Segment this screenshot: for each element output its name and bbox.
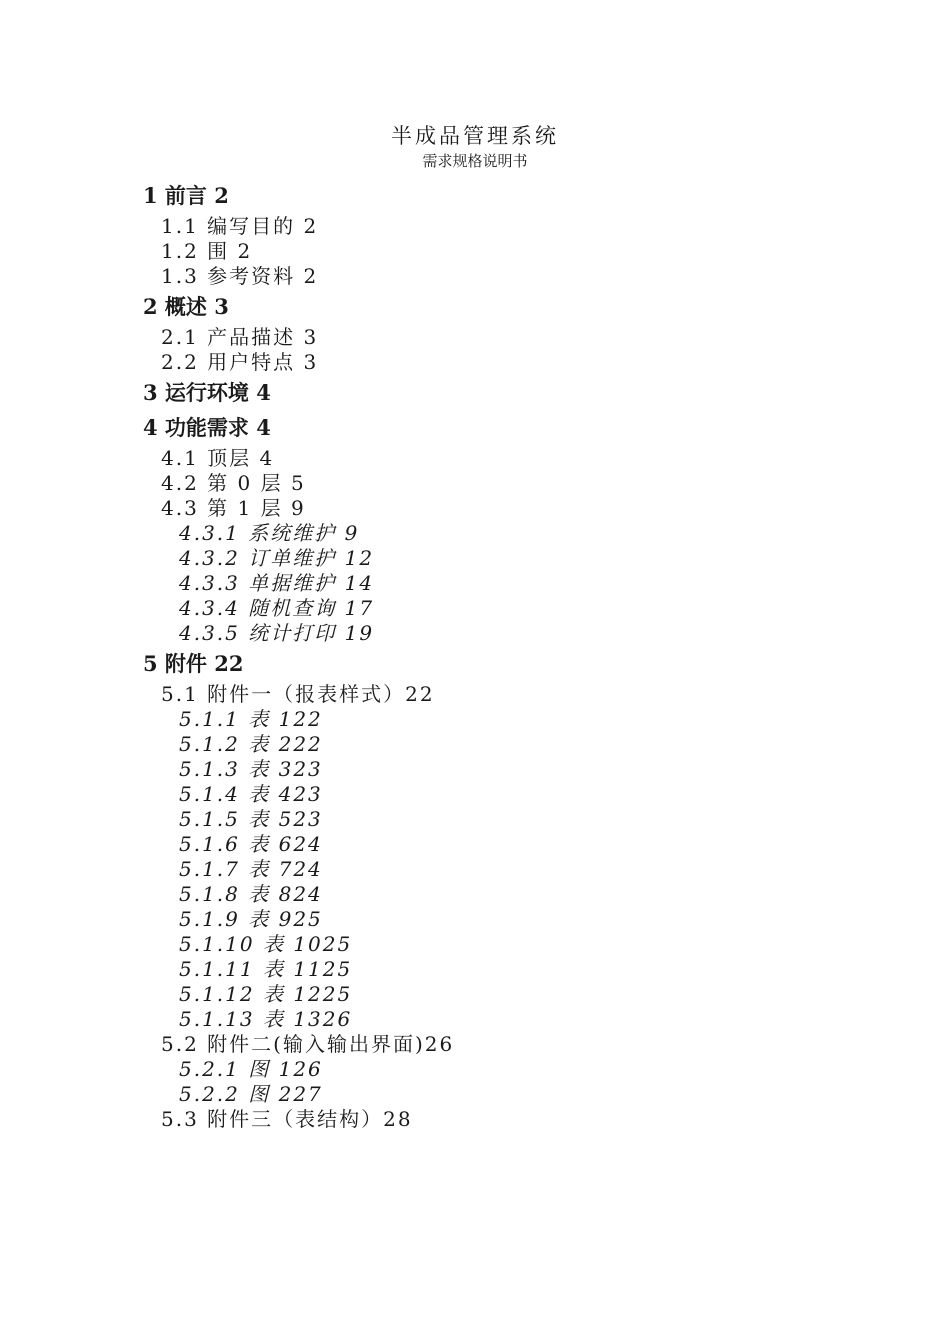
toc-chapter-link[interactable]: 3 运行环境 4 (143, 380, 271, 405)
toc-section-link[interactable]: 1.3 参考资料 2 (161, 264, 319, 288)
toc-subsection-link[interactable]: 5.1.12 表 1225 (179, 982, 353, 1006)
toc-section-link[interactable]: 5.2 附件二(输入输出界面)26 (161, 1032, 455, 1056)
toc-section-link[interactable]: 1.2 围 2 (161, 239, 253, 263)
toc-subsection-link[interactable]: 5.2.1 图 126 (179, 1057, 323, 1081)
toc-section-link[interactable]: 2.1 产品描述 3 (161, 325, 319, 349)
toc-subsection-link[interactable]: 5.1.9 表 925 (179, 907, 323, 931)
toc-subsection-link[interactable]: 5.1.3 表 323 (179, 757, 323, 781)
toc-subsection-link[interactable]: 4.3.3 单据维护 14 (179, 571, 375, 595)
toc-subsection-link[interactable]: 5.1.10 表 1025 (179, 932, 353, 956)
toc-subsection-link[interactable]: 4.3.4 随机查询 17 (179, 596, 375, 620)
document-title: 半成品管理系统 (391, 124, 559, 148)
toc-subsection-link[interactable]: 5.1.11 表 1125 (179, 957, 353, 981)
toc-subsection-link[interactable]: 5.1.6 表 624 (179, 832, 323, 856)
toc-section-link[interactable]: 4.2 第 0 层 5 (161, 471, 306, 495)
toc-chapter-link[interactable]: 1 前言 2 (143, 183, 229, 208)
table-of-contents (0, 178, 950, 1132)
toc-chapter-link[interactable]: 2 概述 3 (143, 294, 229, 319)
toc-subsection-link[interactable]: 5.1.4 表 423 (179, 782, 323, 806)
toc-chapter-link[interactable]: 5 附件 22 (143, 651, 244, 676)
toc-section-link[interactable]: 1.1 编写目的 2 (161, 214, 319, 238)
toc-section-link[interactable]: 2.2 用户特点 3 (161, 350, 319, 374)
document-subtitle: 需求规格说明书 (422, 152, 528, 170)
toc-subsection-link[interactable]: 5.1.13 表 1326 (179, 1007, 353, 1031)
toc-chapter-link[interactable]: 4 功能需求 4 (143, 415, 271, 440)
toc-subsection-link[interactable]: 5.1.5 表 523 (179, 807, 323, 831)
toc-section-link[interactable]: 4.3 第 1 层 9 (161, 496, 306, 520)
toc-subsection-link[interactable]: 4.3.5 统计打印 19 (179, 621, 375, 645)
toc-subsection-link[interactable]: 5.2.2 图 227 (179, 1082, 323, 1106)
toc-section-link[interactable]: 4.1 顶层 4 (161, 446, 275, 470)
toc-section-link[interactable]: 5.3 附件三（表结构）28 (161, 1107, 413, 1131)
toc-subsection-link[interactable]: 5.1.1 表 122 (179, 707, 323, 731)
toc-subsection-link[interactable]: 4.3.2 订单维护 12 (179, 546, 375, 570)
toc-subsection-link[interactable]: 5.1.8 表 824 (179, 882, 323, 906)
toc-subsection-link[interactable]: 4.3.1 系统维护 9 (179, 521, 360, 545)
toc-subsection-link[interactable]: 5.1.7 表 724 (179, 857, 323, 881)
toc-section-link[interactable]: 5.1 附件一（报表样式）22 (161, 682, 435, 706)
toc-subsection-link[interactable]: 5.1.2 表 222 (179, 732, 323, 756)
